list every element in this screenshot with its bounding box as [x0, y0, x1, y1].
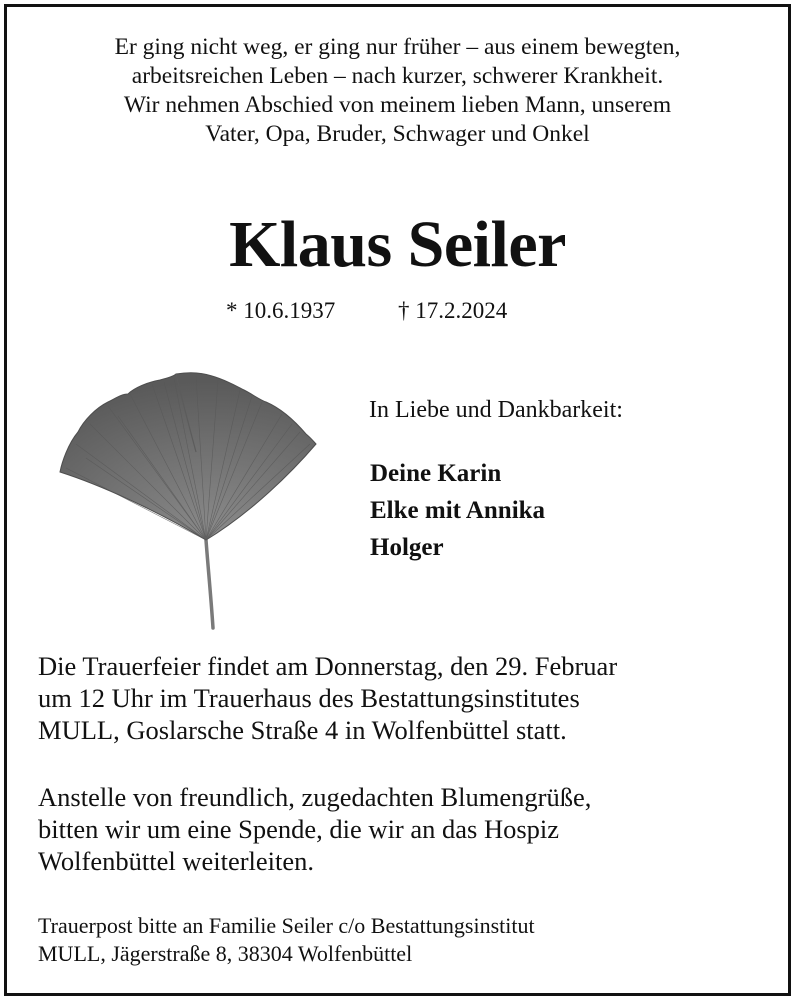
donation-line: Anstelle von freundlich, zugedachten Blumengrüße,	[38, 782, 592, 812]
family-list	[370, 455, 545, 566]
intro-line: Vater, Opa, Bruder, Schwager und Onkel	[205, 121, 590, 147]
donation-line: bitten wir um eine Spende, die wir an das Hospiz	[38, 814, 560, 844]
mail-line: Trauerpost bitte an Familie Seiler c/o Bestattungsinstitut	[38, 913, 535, 938]
family-member: Holger	[370, 534, 444, 561]
mail-line: MULL, Jägerstraße 8, 38304 Wolfenbüttel	[38, 941, 413, 966]
funeral-line: um 12 Uhr im Trauerhaus des Bestattungsinstitutes	[38, 683, 580, 713]
birth-date: * 10.6.1937	[226, 298, 336, 323]
death-date: † 17.2.2024	[398, 298, 508, 323]
intro-line: Wir nehmen Abschied von meinem lieben Mann, unserem	[123, 92, 672, 118]
intro-line: Er ging nicht weg, er ging nur früher – aus einem bewegten,	[114, 34, 681, 60]
ginkgo-leaf-icon	[56, 372, 318, 630]
funeral-line: MULL, Goslarsche Straße 4 in Wolfenbüttel statt.	[38, 715, 567, 745]
intro-text	[0, 33, 795, 149]
mail-address	[38, 912, 535, 968]
thanks-line: In Liebe und Dankbarkeit:	[369, 397, 623, 423]
intro-line: arbeitsreichen Leben – nach kurzer, schwerer Krankheit.	[131, 63, 664, 89]
deceased-name: Klaus Seiler	[229, 208, 566, 281]
family-member: Elke mit Annika	[370, 497, 546, 524]
funeral-info	[38, 650, 617, 746]
funeral-line: Die Trauerfeier findet am Donnerstag, den 29. Februar	[38, 651, 618, 681]
donation-line: Wolfenbüttel weiterleiten.	[38, 846, 315, 876]
family-member: Deine Karin	[370, 460, 502, 487]
donation-info	[38, 781, 591, 877]
